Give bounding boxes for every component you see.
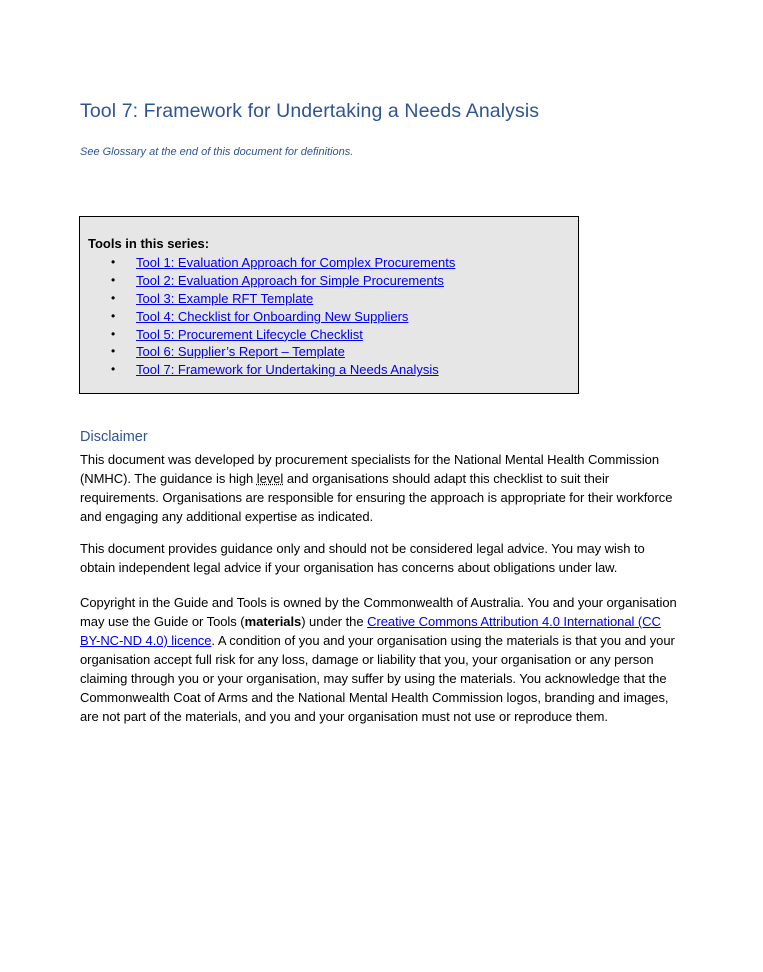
tool-4-link[interactable]: Tool 4: Checklist for Onboarding New Suppliers [136, 308, 409, 324]
bullet-icon: • [111, 272, 116, 287]
p3-text-a: Copyright in the Guide and Tools is owned by the Commonwealth of Australia. You and your organisation may use the Guide or Tools ( [80, 595, 677, 629]
bullet-icon: • [111, 326, 116, 341]
tools-series-box [79, 216, 579, 394]
bullet-icon: • [111, 344, 116, 359]
tool-6-link[interactable]: Tool 6: Supplier’s Report – Template [136, 344, 345, 360]
tool-7-link[interactable]: Tool 7: Framework for Undertaking a Needs Analysis [136, 362, 439, 378]
tool-2-link[interactable]: Tool 2: Evaluation Approach for Simple Procurements [136, 272, 444, 288]
document-title: Tool 7: Framework for Undertaking a Needs Analysis [80, 100, 540, 122]
disclaimer-paragraph-2: This document provides guidance only and should not be considered legal advice. You may wish to obtain independent legal advice if your organisation has concerns about obligations under law. [80, 541, 645, 575]
bullet-icon: • [111, 255, 116, 269]
p3-bold-materials: materials [244, 614, 302, 629]
tool-3-link[interactable]: Tool 3: Example RFT Template [136, 290, 314, 306]
bullet-icon: • [111, 308, 116, 323]
licence-link[interactable]: Creative Commons Attribution 4.0 International (CC BY-NC-ND 4.0) licence [80, 614, 661, 648]
bullet-icon: • [111, 290, 116, 305]
tool-5-link[interactable]: Tool 5: Procurement Lifecycle Checklist [136, 326, 363, 342]
tool-1-link[interactable]: Tool 1: Evaluation Approach for Complex Procurements [136, 255, 456, 270]
disclaimer-heading: Disclaimer [80, 429, 148, 445]
copyright-paragraph [80, 593, 682, 726]
p1-text-a: This document was developed by procurement specialists for the National Mental Health Commission (NMHC). The guidance is high [80, 452, 660, 486]
p3-text-b: ) under the [301, 614, 368, 629]
p3-text-c: . A condition of you and your organisation using the materials is that you and your organisation accept full risk for any loss, damage or liability that you, your organisation or any person claiming through you or your organisation, may suffer by using the materials. You acknowledge that the Commonwealth Coat of Arms and the National Mental Health Commission logos, branding and images, are not part of the materials, and you and your organisation must not use or reproduce them. [80, 633, 675, 724]
glossary-note: See Glossary at the end of this document for definitions. [80, 146, 354, 158]
disclaimer-paragraph-1 [80, 450, 682, 526]
bullet-icon: • [111, 362, 116, 377]
p1-text-b: and organisations should adapt this checklist to suit their requirements. Organisations are responsible for ensuring the approach is appropriate for their workforce and engaging any additional expertise as indicated. [80, 471, 673, 524]
p1-marked-word: level [256, 471, 284, 486]
tools-series-heading: Tools in this series: [88, 236, 210, 251]
